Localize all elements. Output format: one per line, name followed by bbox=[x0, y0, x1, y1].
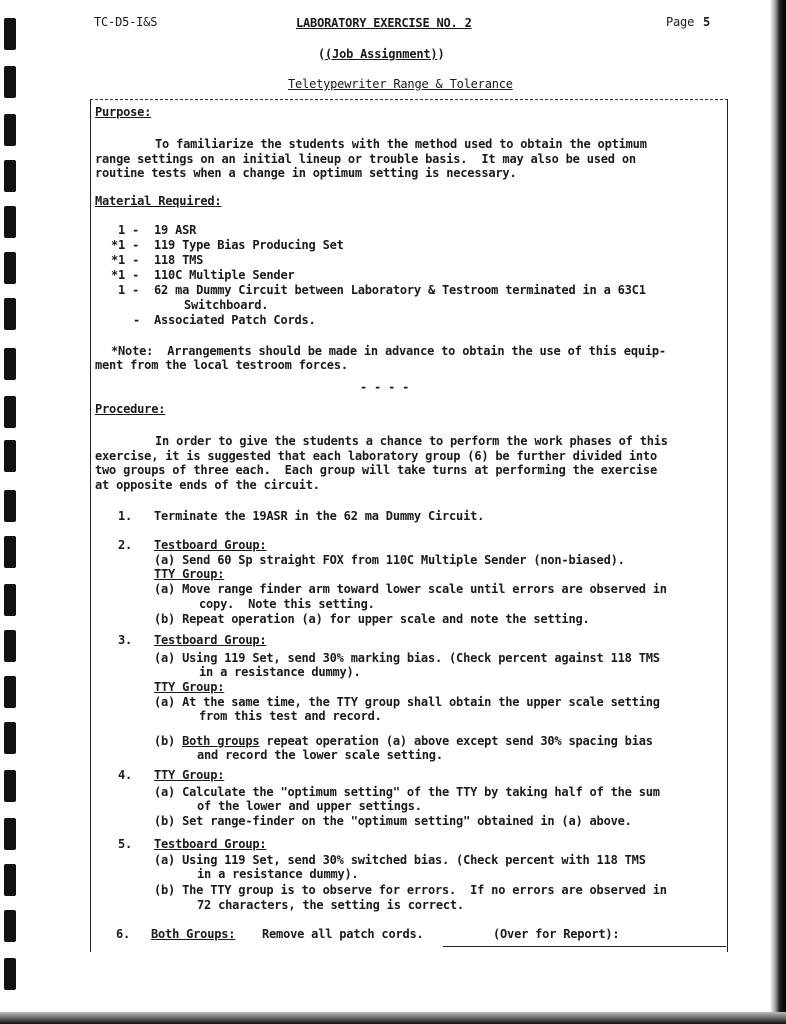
binder-hole bbox=[4, 348, 16, 380]
binder-hole bbox=[4, 160, 16, 192]
step-text: (a) Send 60 Sp straight FOX from 110C Multiple Sender (non-biased). bbox=[154, 553, 625, 567]
over-for-report: (Over for Report): bbox=[493, 927, 620, 941]
step-number: 5. bbox=[118, 837, 133, 851]
step-text: (a) Using 119 Set, send 30% switched bias. (Check percent with 118 TMS bbox=[154, 853, 646, 867]
material-qty: 1 - bbox=[118, 223, 140, 237]
page-edge-shadow bbox=[770, 0, 786, 1024]
step-text: (a) Move range finder arm toward lower scale until errors are observed in bbox=[154, 582, 667, 596]
step-text: 72 characters, the setting is correct. bbox=[197, 898, 464, 912]
binder-hole bbox=[4, 490, 16, 522]
purpose-heading: Purpose: bbox=[95, 105, 152, 119]
step-text: (a) Calculate the "optimum setting" of the TTY by taking half of the sum bbox=[154, 785, 660, 799]
binder-hole bbox=[4, 206, 16, 238]
material-note: ment from the local testroom forces. bbox=[95, 358, 348, 372]
step-group-heading: Testboard Group: bbox=[154, 538, 267, 552]
page-bottom-shadow bbox=[0, 1012, 786, 1024]
material-qty: 1 - bbox=[118, 283, 140, 297]
material-desc: 118 TMS bbox=[154, 253, 204, 267]
material-desc: 119 Type Bias Producing Set bbox=[154, 238, 344, 252]
step-text: in a resistance dummy). bbox=[197, 867, 359, 881]
step-number: 3. bbox=[118, 633, 133, 647]
step-group-heading: Both Groups: bbox=[151, 927, 236, 941]
bottom-rule bbox=[443, 946, 726, 947]
binder-hole bbox=[4, 252, 16, 284]
binder-hole bbox=[4, 584, 16, 616]
binder-hole bbox=[4, 770, 16, 802]
step-text-both-groups bbox=[154, 734, 653, 748]
procedure-heading: Procedure: bbox=[95, 402, 166, 416]
purpose-line: range settings on an initial lineup or trouble basis. It may also be used on bbox=[95, 152, 636, 166]
step-group-heading: Testboard Group: bbox=[154, 633, 267, 647]
step-group-heading: Testboard Group: bbox=[154, 837, 267, 851]
section-separator: - - - - bbox=[360, 380, 410, 394]
binder-hole bbox=[4, 18, 16, 50]
step-text: of the lower and upper settings. bbox=[197, 799, 422, 813]
procedure-intro-line: two groups of three each. Each group will take turns at performing the exercise bbox=[95, 463, 657, 477]
page-label: Page bbox=[666, 15, 695, 29]
binder-hole bbox=[4, 676, 16, 708]
binder-hole bbox=[4, 114, 16, 146]
material-desc: 62 ma Dummy Circuit between Laboratory & Testroom terminated in a 63C1 bbox=[154, 283, 646, 297]
step-text: (b) The TTY group is to observe for errors. If no errors are observed in bbox=[154, 883, 667, 897]
material-qty: *1 - bbox=[111, 253, 140, 267]
step-text: Remove all patch cords. bbox=[262, 927, 424, 941]
doc-subtitle: ((Job Assignment)) bbox=[318, 47, 445, 61]
step-text: (b) Set range-finder on the "optimum setting" obtained in (a) above. bbox=[154, 814, 632, 828]
binder-hole bbox=[4, 440, 16, 472]
step-text: Terminate the 19ASR in the 62 ma Dummy Circuit. bbox=[154, 509, 485, 523]
step-group-heading: TTY Group: bbox=[154, 567, 225, 581]
step-text: in a resistance dummy). bbox=[199, 665, 361, 679]
step-sub-text: repeat operation (a) above except send 30% spacing bias bbox=[266, 734, 653, 748]
binder-hole bbox=[4, 298, 16, 330]
material-note: *Note: Arrangements should be made in advance to obtain the use of this equip- bbox=[111, 344, 666, 358]
step-text: (a) At the same time, the TTY group shall obtain the upper scale setting bbox=[154, 695, 660, 709]
step-text: and record the lower scale setting. bbox=[197, 748, 443, 762]
step-number: 4. bbox=[118, 768, 133, 782]
step-text: copy. Note this setting. bbox=[199, 597, 375, 611]
step-text: (b) Repeat operation (a) for upper scale and note the setting. bbox=[154, 612, 590, 626]
binder-hole bbox=[4, 910, 16, 942]
step-text: (a) Using 119 Set, send 30% marking bias. (Check percent against 118 TMS bbox=[154, 651, 660, 665]
material-desc: Switchboard. bbox=[184, 298, 269, 312]
binder-hole bbox=[4, 630, 16, 662]
purpose-line: To familiarize the students with the method used to obtain the optimum bbox=[155, 137, 647, 151]
material-qty: - bbox=[133, 313, 141, 327]
binder-hole bbox=[4, 396, 16, 428]
step-number: 6. bbox=[116, 927, 131, 941]
doc-topic: Teletypewriter Range & Tolerance bbox=[288, 77, 513, 91]
material-desc: 19 ASR bbox=[154, 223, 197, 237]
material-desc: Associated Patch Cords. bbox=[154, 313, 316, 327]
step-number: 1. bbox=[118, 509, 133, 523]
purpose-line: routine tests when a change in optimum setting is necessary. bbox=[95, 166, 517, 180]
binder-hole bbox=[4, 722, 16, 754]
binder-hole bbox=[4, 864, 16, 896]
binder-hole bbox=[4, 818, 16, 850]
material-desc: 110C Multiple Sender bbox=[154, 268, 295, 282]
doc-title: LABORATORY EXERCISE NO. 2 bbox=[296, 16, 472, 30]
page-number: 5 bbox=[703, 15, 711, 29]
binder-hole bbox=[4, 958, 16, 990]
material-heading: Material Required: bbox=[95, 194, 222, 208]
step-sub-label: (b) bbox=[154, 734, 176, 748]
binder-hole bbox=[4, 536, 16, 568]
procedure-intro-line: exercise, it is suggested that each laboratory group (6) be further divided into bbox=[95, 449, 657, 463]
both-groups-emphasis: Both groups bbox=[182, 734, 260, 748]
step-group-heading: TTY Group: bbox=[154, 768, 225, 782]
doc-code: TC-D5-I&S bbox=[94, 15, 158, 29]
step-text: from this test and record. bbox=[199, 709, 382, 723]
material-qty: *1 - bbox=[111, 238, 140, 252]
subtitle-text: (Job Assignment) bbox=[325, 47, 438, 61]
step-number: 2. bbox=[118, 538, 133, 552]
material-qty: *1 - bbox=[111, 268, 140, 282]
procedure-intro-line: In order to give the students a chance to perform the work phases of this bbox=[155, 434, 668, 448]
procedure-intro-line: at opposite ends of the circuit. bbox=[95, 478, 320, 492]
step-group-heading: TTY Group: bbox=[154, 680, 225, 694]
binder-hole bbox=[4, 66, 16, 98]
